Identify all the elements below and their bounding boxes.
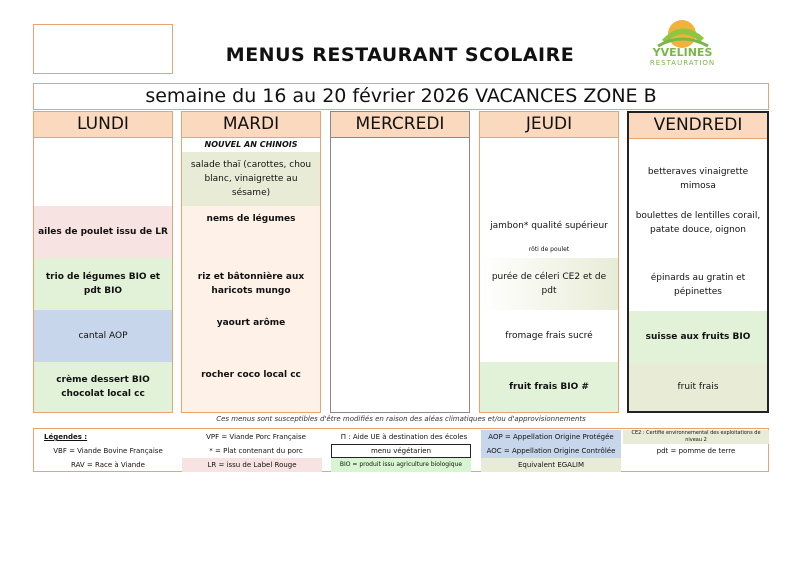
menu-cell: suisse aux fruits BIO [629,311,767,363]
legend-title: Légendes : [44,433,88,441]
menu-cell [480,138,618,206]
legend-vpf: VPF = Viande Porc Française [206,433,306,441]
menu-cell: fromage frais sucré [505,331,593,341]
menu-cell: trio de légumes BIO et pdt BIO [34,258,172,310]
day-header-lundi: LUNDI [34,112,172,138]
menu-cell: betteraves vinaigrette mimosa [647,167,749,191]
column-jeudi [479,111,619,413]
menu-cell [34,138,172,206]
legend-rav: RAV = Race à Viande [71,461,145,469]
column-vendredi [627,111,769,413]
menu-cell: épinards au gratin et pépinettes [650,273,746,297]
legend-aop: AOP = Appellation Origine Protégée [481,430,621,444]
day-header-vendredi: VENDREDI [629,113,767,139]
legend-egalim: Equivalent EGALIM [481,458,621,472]
week-banner: semaine du 16 au 20 février 2026 VACANCES ZONE B [33,83,769,110]
legend-vegetarian: menu végétarien [331,444,471,458]
menu-cell: nems de légumes [182,206,320,258]
menu-cell: fruit frais [629,363,767,411]
legend-ce2: CE2 : Certifié environnemental des exploitations de niveau 2 [623,430,769,444]
legend-pdt: pdt = pomme de terre [656,447,736,455]
legend-vbf: VBF = Viande Bovine Française [53,447,163,455]
menu-cell: cantal AOP [34,310,172,362]
yvelines-restauration-logo [640,16,725,74]
menu-cell: jambon* qualité supérieur [490,221,608,231]
menu-cell: rocher coco local cc [182,362,320,412]
legend-porc: * = Plat contenant du porc [209,447,303,455]
menu-cell: salade thaï (carottes, chou blanc, vinaigrette au sésame) [182,152,320,206]
menu-cell: purée de céleri CE2 et de pdt [480,258,618,310]
day-header-mardi: MARDI [182,112,320,138]
legend-aoc: AOC = Appellation Origine Contrôlée [481,444,621,458]
menu-cell: ailes de poulet issu de LR [34,206,172,258]
logo-text: YVELINES [652,46,713,59]
column-mercredi [330,111,470,413]
legend-box [33,428,769,472]
day-header-mercredi: MERCREDI [331,112,469,138]
page-title: MENUS RESTAURANT SCOLAIRE [225,44,575,66]
column-mardi [181,111,321,413]
disclaimer-note: Ces menus sont susceptibles d'être modifiés en raison des aléas climatiques et/ou d'approvisionnements [216,415,586,423]
logo-subtext: RESTAURATION [649,59,716,67]
menu-cell: fruit frais BIO # [480,362,618,412]
legend-lr: LR = issu de Label Rouge [182,458,322,472]
legend-bio: BIO = produit issu agriculture biologique [331,458,471,472]
day-header-jeudi: JEUDI [480,112,618,138]
blank-logo-box [33,24,173,74]
menu-note: rôti de poulet [528,246,570,253]
column-lundi [33,111,173,413]
menu-cell: crème dessert BIO chocolat local cc [34,362,172,412]
legend-pi: Π : Aide UE à destination des écoles [340,433,468,441]
menu-cell: yaourt arôme [182,310,320,362]
theme-label: NOUVEL AN CHINOIS [204,140,298,149]
menu-cell: boulettes de lentilles corail, patate douce, oignon [635,211,761,235]
menu-cell: riz et bâtonnière aux haricots mungo [182,258,320,310]
